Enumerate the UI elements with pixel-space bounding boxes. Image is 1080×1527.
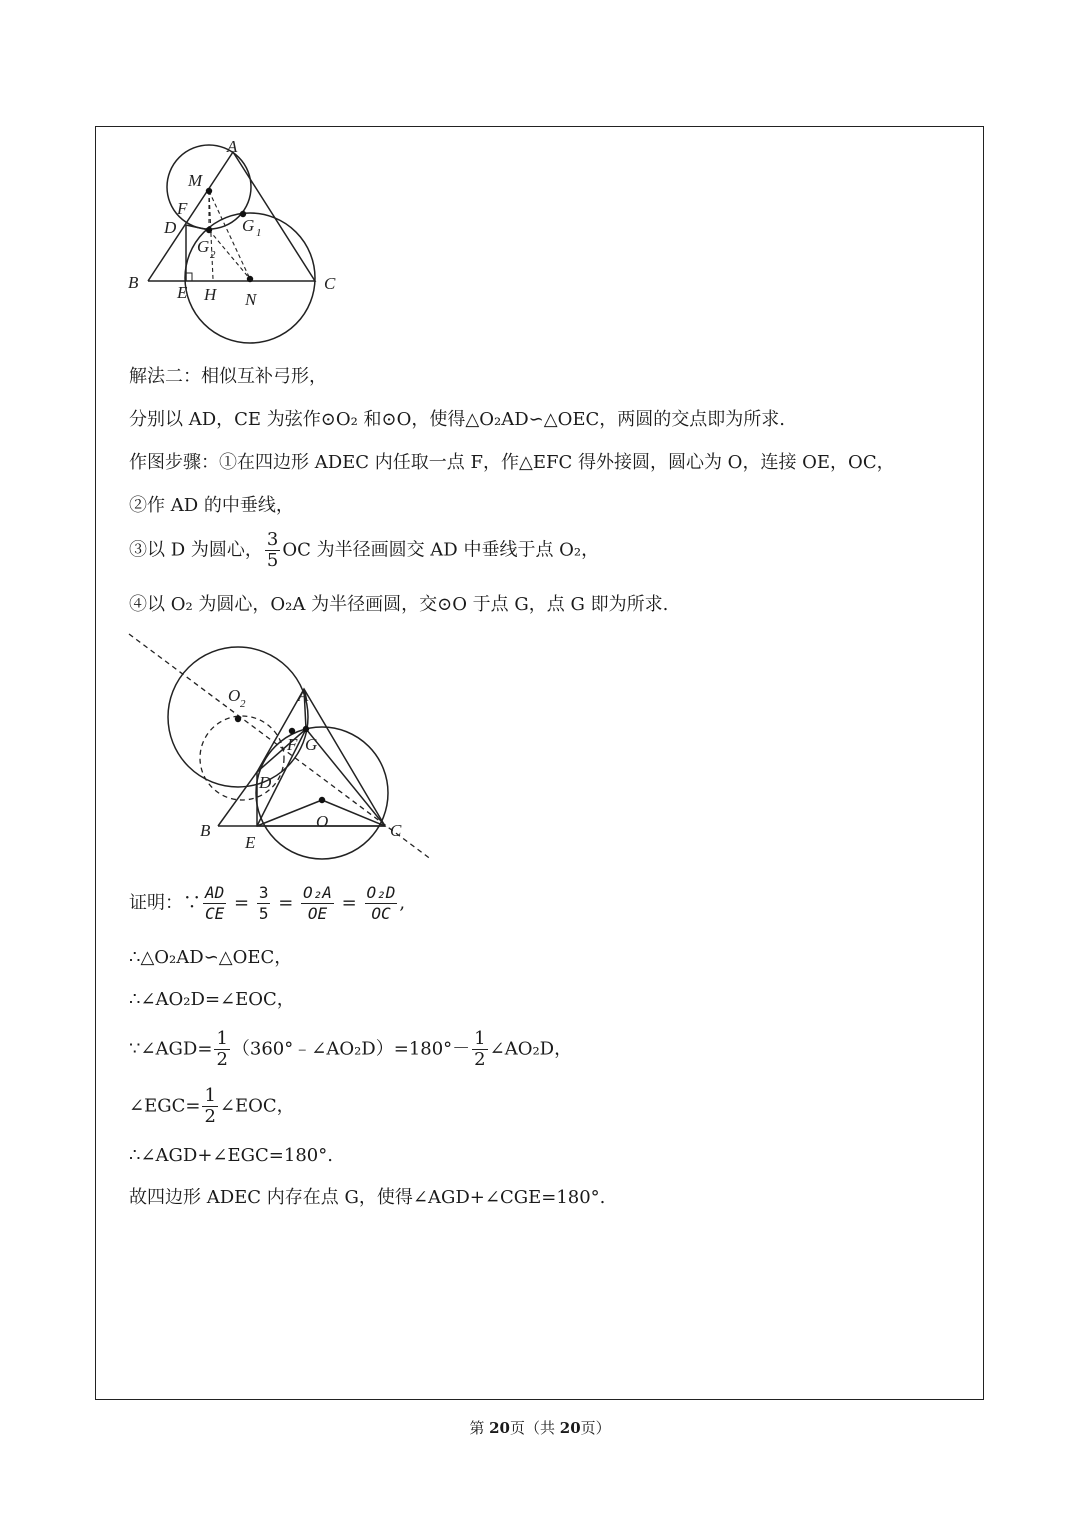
label-d2: D (259, 773, 272, 792)
step-2: ②作 AD 的中垂线， (129, 495, 294, 516)
label-a2: A (298, 686, 309, 705)
label-d: D (164, 218, 177, 237)
label-c2: C (390, 821, 402, 840)
page-number: 20 (489, 1419, 510, 1437)
label-m: M (188, 171, 203, 190)
label-g: G (305, 735, 318, 754)
label-e: E (177, 283, 188, 302)
proof-line-4: ∠EGC= $\frac{1}{2}$ ∠EOC， (129, 1085, 295, 1127)
label-g1-sub: 1 (256, 227, 262, 239)
label-e2: E (245, 833, 256, 852)
proof-line-3: ∵∠AGD= $\frac{1}{2}$ （360°﹣∠AO₂D）=180°－ $\frac{1}{2}$ ∠AO₂D， (129, 1028, 573, 1070)
step-3: ③以 D 为圆心， $\frac{3}{5}$ OC 为半径画圆交 AD 中垂线于点 O₂， (129, 529, 600, 571)
label-o2-sub: 2 (240, 698, 246, 710)
label-b2: B (200, 821, 211, 840)
fraction-o2d-oc: $\frac{\text{O₂D}}{OC}$ (366, 883, 396, 923)
fraction-o2a-oe: $\frac{\text{O₂A}}{OE}$ (303, 883, 332, 923)
step-1: 作图步骤：①在四边形 ADEC 内任取一点 F，作△EFC 得外接圆，圆心为 O，连接 OE，OC， (129, 452, 895, 473)
method2-desc: 分别以 AD，CE 为弦作⊙O₂ 和⊙O，使得△O₂AD∽△OEC，两圆的交点即为所求. (129, 409, 785, 430)
label-g2-sub: 2 (210, 249, 216, 261)
proof-conclusion: 故四边形 ADEC 内存在点 G，使得∠AGD+∠CGE=180°. (129, 1187, 606, 1208)
label-c: C (324, 274, 336, 293)
page-footer: 第 20页（共 20页） (469, 1419, 611, 1437)
label-f: F (177, 199, 188, 218)
proof-ratio-line: 证明：∵ $\frac{AD}{CE}$ = $\frac{3}{5}$ = $\frac{\text{O₂A}}{OE}$ = $\frac{\text{O₂D}}{OC}$ , (129, 883, 406, 923)
proof-line-5: ∴∠AGD+∠EGC=180°. (129, 1145, 333, 1166)
quadrilateral-adec (257, 689, 385, 826)
total-pages: 20 (559, 1419, 581, 1437)
fraction-half: $\frac{1}{2}$ (204, 1085, 216, 1127)
fraction-half: $\frac{1}{2}$ (474, 1028, 486, 1070)
triangle-abc (148, 152, 315, 281)
label-a: A (227, 137, 238, 156)
proof-line-1: ∴△O₂AD∽△OEC， (129, 947, 293, 968)
label-o: O (316, 812, 329, 831)
label-n: N (245, 290, 257, 309)
figure-1 (125, 135, 355, 345)
figure-2 (125, 630, 440, 865)
label-g2: G (197, 237, 210, 256)
fraction-3-5: $\frac{3}{5}$ (258, 883, 269, 923)
label-g1: G (242, 216, 255, 235)
method2-title: 解法二：相似互补弓形， (129, 366, 327, 387)
label-b: B (128, 273, 139, 292)
proof-line-2: ∴∠AO₂D=∠EOC， (129, 989, 295, 1010)
fraction-half: $\frac{1}{2}$ (216, 1028, 228, 1070)
label-h: H (204, 285, 217, 304)
label-o2: O (228, 686, 241, 705)
fraction-three-fifths: $\frac{3}{5}$ (266, 529, 279, 571)
label-f2: F (287, 735, 298, 754)
circle-o (256, 727, 388, 859)
step-4: ④以 O₂ 为圆心，O₂A 为半径画圆，交⊙O 于点 G，点 G 即为所求. (129, 594, 669, 615)
fraction-ad-ce: $\frac{AD}{CE}$ (205, 883, 225, 923)
